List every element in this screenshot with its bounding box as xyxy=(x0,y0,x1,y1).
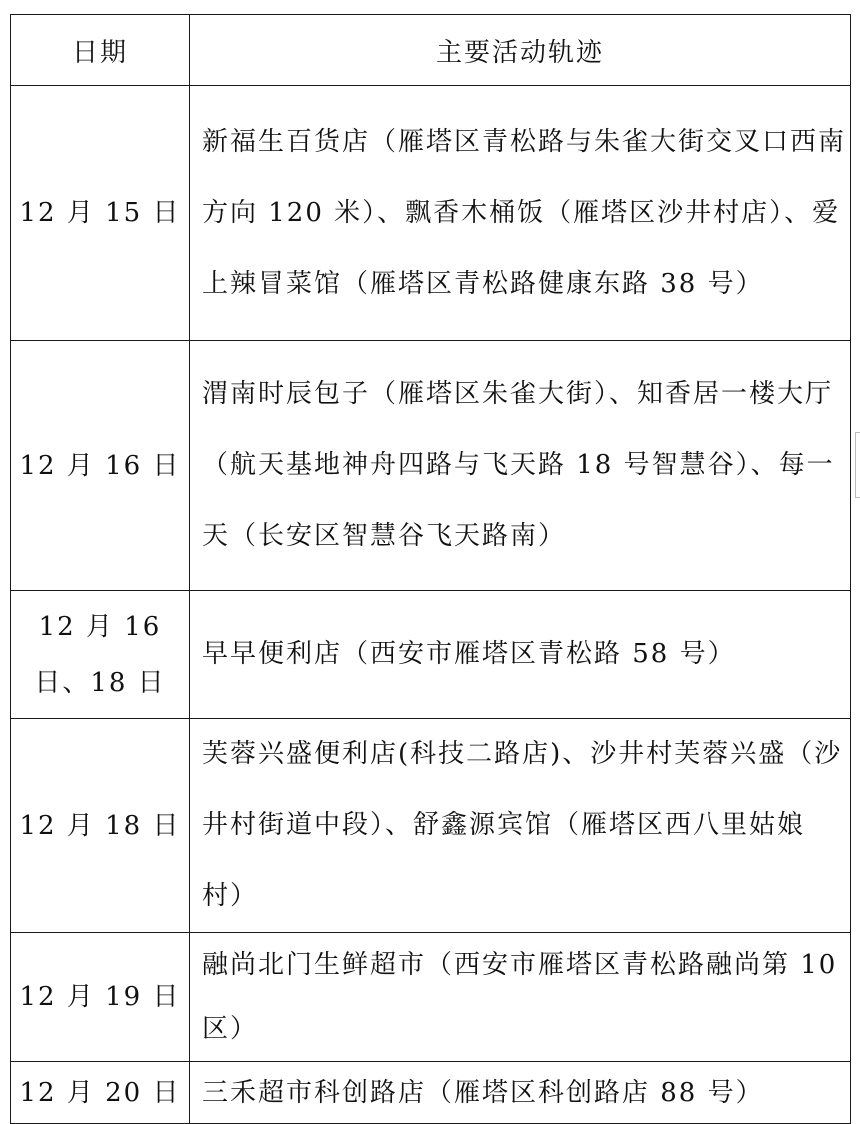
table-row xyxy=(11,933,851,1062)
date-cell: 12 月 19 日 xyxy=(11,933,190,1062)
date-cell: 12 月 15 日 xyxy=(11,86,190,341)
date-cell: 12 月 18 日 xyxy=(11,719,190,933)
header-activity-trace: 主要活动轨迹 xyxy=(190,15,851,86)
table-header-row xyxy=(11,15,851,86)
date-cell: 12 月 16 日、18 日 xyxy=(11,591,190,719)
activity-trace-table xyxy=(10,14,851,1124)
trace-cell: 三禾超市科创路店（雁塔区科创路店 88 号） xyxy=(190,1062,851,1124)
date-cell: 12 月 16 日 xyxy=(11,341,190,591)
table-row xyxy=(11,1062,851,1124)
trace-cell: 芙蓉兴盛便利店(科技二路店)、沙井村芙蓉兴盛（沙井村街道中段）、舒鑫源宾馆（雁塔区西八里姑娘村） xyxy=(190,719,851,933)
date-cell: 12 月 20 日 xyxy=(11,1062,190,1124)
trace-cell: 早早便利店（西安市雁塔区青松路 58 号） xyxy=(190,591,851,719)
trace-cell: 渭南时辰包子（雁塔区朱雀大街）、知香居一楼大厅（航天基地神舟四路与飞天路 18 号智慧谷）、每一天（长安区智慧谷飞天路南） xyxy=(190,341,851,591)
table-row xyxy=(11,591,851,719)
header-date: 日期 xyxy=(11,15,190,86)
table-row xyxy=(11,719,851,933)
page-edge-mark xyxy=(855,432,860,498)
table-row xyxy=(11,86,851,341)
table-row xyxy=(11,341,851,591)
trace-cell: 融尚北门生鲜超市（西安市雁塔区青松路融尚第 10 区） xyxy=(190,933,851,1062)
trace-cell: 新福生百货店（雁塔区青松路与朱雀大街交叉口西南方向 120 米）、飘香木桶饭（雁塔区沙井村店）、爱上辣冒菜馆（雁塔区青松路健康东路 38 号） xyxy=(190,86,851,341)
